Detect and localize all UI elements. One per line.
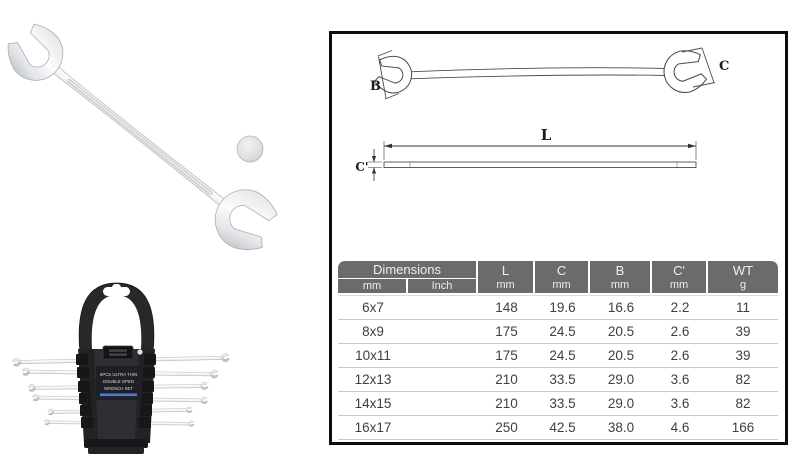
cell-c_prime: 3.6 (652, 368, 708, 392)
holder-pin-hole (137, 349, 142, 354)
cell-dim_mm: 14x15 (338, 392, 408, 416)
cell-l: 175 (478, 320, 535, 344)
column-header-l: L mm (478, 261, 535, 295)
cell-c: 42.5 (535, 416, 590, 440)
column-header-dimensions: Dimensions (338, 261, 478, 279)
column-header-wt: WT g (708, 261, 778, 295)
set-holder (76, 283, 156, 454)
wrench-dimension-diagram (332, 34, 785, 259)
cell-b: 20.5 (590, 320, 652, 344)
cell-b: 29.0 (590, 392, 652, 416)
table-row (338, 344, 778, 368)
cell-dim_mm: 8x9 (338, 320, 408, 344)
cell-b: 20.5 (590, 344, 652, 368)
set-label-line2: DOUBLE OPEN (102, 379, 135, 384)
cell-c: 19.6 (535, 295, 590, 320)
table-body (338, 295, 778, 440)
cell-c: 33.5 (535, 368, 590, 392)
set-label (96, 366, 141, 400)
cell-c_prime: 2.6 (652, 344, 708, 368)
cell-c_prime: 3.6 (652, 392, 708, 416)
holder-latch (103, 346, 133, 359)
dim-label-l: L (540, 126, 552, 144)
cell-l: 175 (478, 344, 535, 368)
cell-c_prime: 2.2 (652, 295, 708, 320)
set-label-accent-stripe (100, 394, 137, 397)
dim-label-c-prime: C' (355, 160, 369, 174)
cell-wt: 11 (708, 295, 778, 320)
column-header-c: C mm (535, 261, 590, 295)
column-header-b: B mm (590, 261, 652, 295)
column-header-c-prime: C' mm (652, 261, 708, 295)
wrench-body (0, 10, 294, 250)
dim-label-c: C (719, 59, 730, 74)
column-subheader-mm: mm (338, 279, 408, 295)
cell-l: 148 (478, 295, 535, 320)
cell-b: 29.0 (590, 368, 652, 392)
cell-l: 210 (478, 368, 535, 392)
table-row (338, 320, 778, 344)
table-row (338, 368, 778, 392)
single-wrench-photo (0, 10, 300, 250)
cell-dim_mm: 12x13 (338, 368, 408, 392)
table-row (338, 416, 778, 440)
cell-dim_mm: 10x11 (338, 344, 408, 368)
dim-label-b: B (370, 79, 381, 94)
cell-c: 24.5 (535, 344, 590, 368)
cell-dim_mm: 6x7 (338, 295, 408, 320)
set-label-line3: WRENCH SET (104, 386, 133, 391)
cell-dim_inch (408, 295, 478, 320)
cell-dim_inch (408, 320, 478, 344)
cell-dim_mm: 16x17 (338, 416, 408, 440)
cell-wt: 82 (708, 368, 778, 392)
cell-dim_inch (408, 416, 478, 440)
cell-l: 250 (478, 416, 535, 440)
cell-c_prime: 4.6 (652, 416, 708, 440)
cell-wt: 39 (708, 320, 778, 344)
cell-c: 24.5 (535, 320, 590, 344)
cell-c_prime: 2.6 (652, 320, 708, 344)
cell-b: 16.6 (590, 295, 652, 320)
side-view-drawing (355, 126, 696, 181)
metal-disc (237, 136, 263, 162)
handle-groove (67, 78, 213, 195)
cell-wt: 82 (708, 392, 778, 416)
cell-b: 38.0 (590, 416, 652, 440)
c-prime-dimension-lines (368, 149, 382, 181)
cell-dim_inch (408, 392, 478, 416)
cell-dim_inch (408, 368, 478, 392)
cell-dim_inch (408, 344, 478, 368)
table-row (338, 392, 778, 416)
column-subheader-inch: Inch (408, 279, 478, 295)
cell-l: 210 (478, 392, 535, 416)
table-row (338, 295, 778, 320)
cell-wt: 166 (708, 416, 778, 440)
wrench-set-photo (0, 250, 310, 466)
dimensions-table (338, 261, 778, 440)
cell-wt: 39 (708, 344, 778, 368)
set-label-line1: 6PCS ULTRA THIN (99, 372, 138, 377)
spec-panel (329, 31, 788, 445)
table-header (338, 261, 778, 295)
cell-c: 33.5 (535, 392, 590, 416)
top-view-drawing (370, 47, 729, 99)
